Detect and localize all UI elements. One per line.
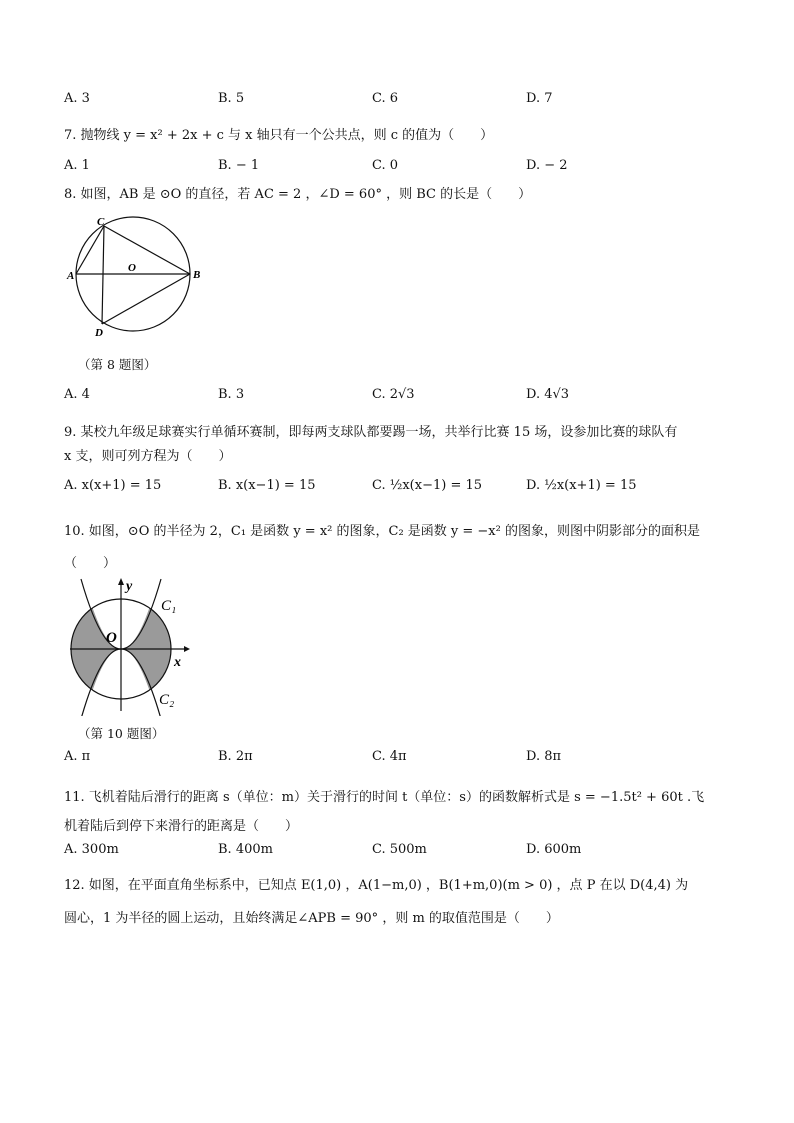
q12-text-line2: 圆心，1 为半径的圆上运动，且始终满足∠APB = 90° ，则 m 的取值范围是（ ） — [64, 911, 559, 926]
q12-text-line1: 12. 如图，在平面直角坐标系中，已知点 E(1,0) ，A(1−m,0) ，B(1+m,0)(m > 0) ，点 P 在以 D(4,4) 为 — [64, 878, 689, 893]
q11-option-a: A. 300m — [64, 842, 119, 857]
q10-option-b: B. 2π — [218, 749, 253, 764]
q11-text-line2: 机着陆后到停下来滑行的距离是（ ） — [64, 819, 299, 834]
q9-text-line2: x 支，则可列方程为（ ） — [64, 449, 232, 464]
q6-option-c: C. 6 — [372, 91, 399, 106]
q6-option-a: A. 3 — [64, 91, 90, 106]
q6-option-d: D. 7 — [526, 91, 553, 106]
q7-option-c: C. 0 — [372, 158, 399, 173]
q8-option-d: D. 4√3 — [526, 387, 570, 402]
q6-option-b: B. 5 — [218, 91, 245, 106]
q10-option-c: C. 4π — [372, 749, 407, 764]
q9-option-c: C. ½x(x−1) = 15 — [372, 478, 483, 493]
q10-x-axis-arrow-icon — [184, 646, 190, 652]
q10-option-a: A. π — [64, 749, 91, 764]
q8-segment-cd — [102, 226, 104, 324]
q11-option-c: C. 500m — [372, 842, 427, 857]
q10-text-line2: （ ） — [64, 556, 117, 571]
q8-figure-circle-diagram — [64, 214, 214, 344]
q11-option-d: D. 600m — [526, 842, 582, 857]
q9-option-d: D. ½x(x+1) = 15 — [526, 478, 637, 493]
q8-label-d: D — [95, 327, 103, 339]
q10-label-o: O — [106, 630, 117, 646]
q11-text-line1: 11. 飞机着陆后滑行的距离 s（单位：m）关于滑行的时间 t（单位：s）的函数解析式是 s = −1.5t² + 60t .飞 — [64, 790, 705, 805]
q8-segment-ac — [76, 226, 104, 274]
q10-text-line1: 10. 如图，⊙O 的半径为 2，C₁ 是函数 y = x² 的图象，C₂ 是函数 y = −x² 的图象，则图中阴影部分的面积是 — [64, 524, 700, 539]
q11-option-b: B. 400m — [218, 842, 273, 857]
q10-label-y: y — [126, 579, 133, 594]
q8-option-b: B. 3 — [218, 387, 245, 402]
q8-label-a: A — [67, 270, 75, 282]
q10-y-axis-arrow-icon — [118, 578, 124, 585]
q10-caption: （第 10 题图） — [78, 726, 165, 741]
q8-label-o: O — [128, 262, 136, 274]
q9-option-b: B. x(x−1) = 15 — [218, 478, 316, 493]
q7-option-b: B. − 1 — [218, 158, 260, 173]
q8-option-a: A. 4 — [64, 387, 90, 402]
q7-option-a: A. 1 — [64, 158, 90, 173]
q9-text-line1: 9. 某校九年级足球赛实行单循环赛制，即每两支球队都要踢一场，共举行比赛 15 场，设参加比赛的球队有 — [64, 425, 678, 440]
q10-figure-parabola-diagram — [64, 576, 200, 716]
q10-option-d: D. 8π — [526, 749, 562, 764]
q8-label-b: B — [193, 269, 201, 281]
q10-label-c1: C₁ — [161, 598, 177, 614]
q8-option-c: C. 2√3 — [372, 387, 415, 402]
q9-option-a: A. x(x+1) = 15 — [64, 478, 162, 493]
q8-text: 8. 如图，AB 是 ⊙O 的直径，若 AC = 2 ，∠D = 60° ，则 BC 的长是（ ） — [64, 187, 532, 202]
q8-segment-db — [102, 274, 190, 324]
q8-label-c: C — [97, 216, 105, 228]
q8-caption: （第 8 题图） — [78, 357, 157, 372]
q8-segment-cb — [104, 226, 190, 274]
q7-option-d: D. − 2 — [526, 158, 568, 173]
q10-label-c2: C₂ — [159, 692, 175, 708]
q7-text: 7. 抛物线 y = x² + 2x + c 与 x 轴只有一个公共点，则 c 的值为（ ） — [64, 128, 494, 143]
q10-label-x: x — [174, 655, 181, 670]
